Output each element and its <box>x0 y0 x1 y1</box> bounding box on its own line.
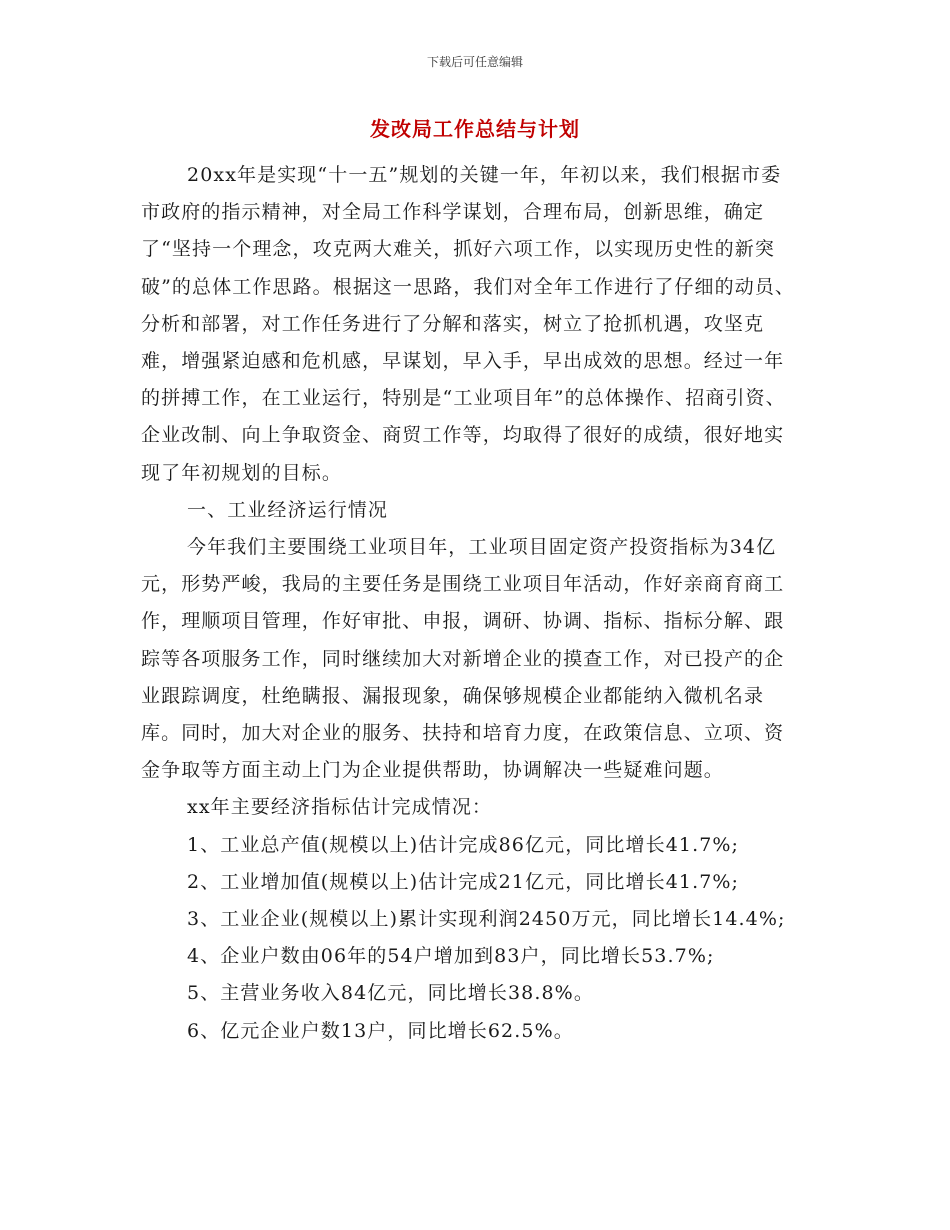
list-item-indicator-1: 1、工业总产值(规模以上)估计完成86亿元，同比增长41.7%; <box>187 833 740 856</box>
list-item-indicator-3: 3、工业企业(规模以上)累计实现利润2450万元，同比增长14.4%; <box>187 908 786 931</box>
list-item-indicator-4: 4、企业户数由06年的54户增加到83户，同比增长53.7%; <box>187 945 715 968</box>
page-header-note: 下载后可任意编辑 <box>426 55 523 69</box>
paragraph-industrial-projects: 今年我们主要围绕工业项目年，工业项目固定资产投资指标为34亿元，形势严峻，我局的主要任务是围绕工业项目年活动，作好亲商育商工作，理顺项目管理，作好审批、申报，调研、协调、指标、指标分解、跟踪等各项服务工作，同时继续加大对新增企业的摸查工作，对已投产的企业跟踪调度，杜绝瞒报、漏报现象，确保够规模企业都能纳入微机名录库。同时，加大对企业的服务、扶持和培育力度，在政策信息、立项、资金争取等方面主动上门为企业提供帮助，协调解决一些疑难问题。 <box>141 536 785 782</box>
document-body <box>141 157 801 1050</box>
list-item-indicator-2: 2、工业增加值(规模以上)估计完成21亿元，同比增长41.7%; <box>187 870 740 893</box>
list-item-indicator-5: 5、主营业务收入84亿元，同比增长38.8%。 <box>187 982 594 1005</box>
document-title: 发改局工作总结与计划 <box>370 117 580 141</box>
list-item-indicator-6: 6、亿元企业户数13户，同比增长62.5%。 <box>187 1019 574 1042</box>
section-heading-industrial-economy: 一、工业经济运行情况 <box>187 498 389 521</box>
paragraph-intro: 20xx年是实现“十一五”规划的关键一年，年初以来，我们根据市委市政府的指示精神，对全局工作科学谋划，合理布局，创新思维，确定了“坚持一个理念，攻克两大难关，抓好六项工作，以实现历史性的新突破”的总体工作思路。根据这一思路，我们对全年工作进行了仔细的动员、分析和部署，对工作任务进行了分解和落实，树立了抢抓机遇，攻坚克难，增强紧迫感和危机感，早谋划，早入手，早出成效的思想。经过一年的拼搏工作，在工业运行，特别是“工业项目年”的总体操作、招商引资、企业改制、向上争取资金、商贸工作等，均取得了很好的成绩，很好地实现了年初规划的目标。 <box>141 164 796 484</box>
paragraph-indicators-intro: xx年主要经济指标估计完成情况： <box>187 796 493 819</box>
